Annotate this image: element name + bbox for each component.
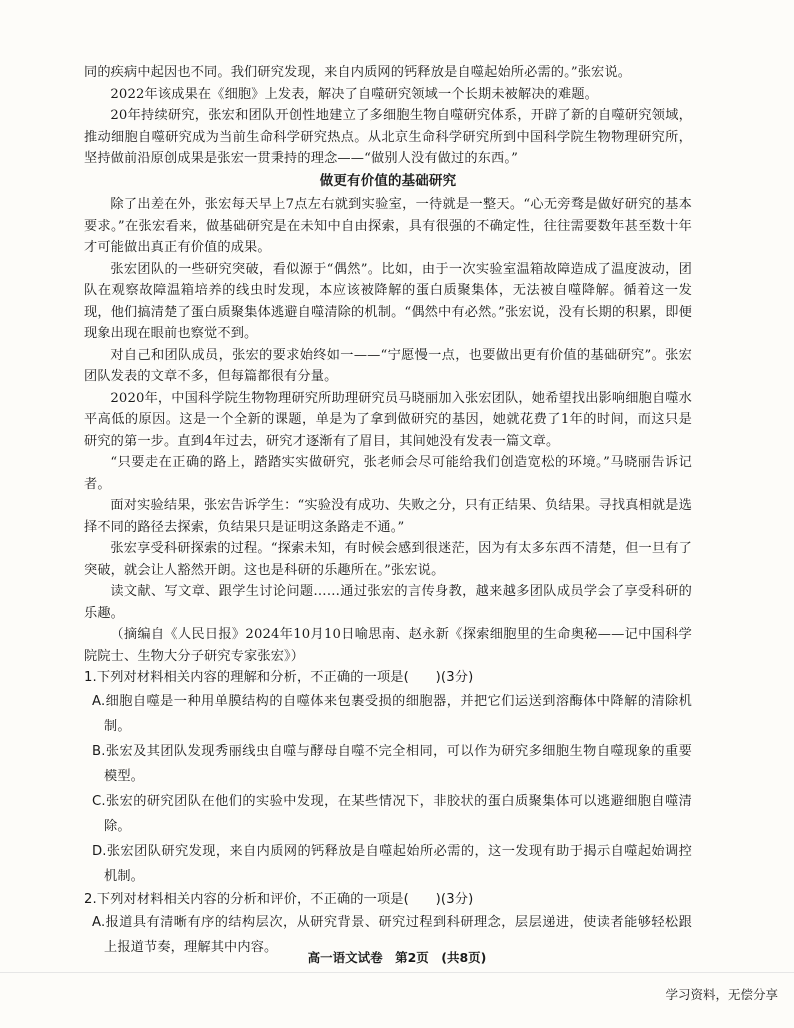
paragraph-10: 张宏享受科研探索的过程。“探索未知，有时候会感到很迷茫，因为有太多东西不清楚，但一旦有了突破，就会让人豁然开朗。这也是科研的乐趣所在。”张宏说。 [84,541,692,578]
page-footer: 高一语文试卷 第2页 (共8页) [307,950,487,965]
watermark-text: 学习资料，无偿分享 [665,987,778,1002]
paragraph-9: 面对实验结果，张宏告诉学生：“实验没有成功、失败之分，只有正结果、负结果。寻找真相就是选择不同的路径去探索，负结果只是证明这条路走不通。” [84,498,692,535]
footer-divider [0,972,794,973]
question-1-stem: 1.下列对材料相关内容的理解和分析，不正确的一项是( )(3分) [84,670,474,685]
paragraph-1: 同的疾病中起因也不同。我们研究发现，来自内质网的钙释放是自噬起始所必需的。”张宏说。 [84,65,632,80]
paragraph-8: “只要走在正确的路上，踏踏实实做研究，张老师会尽可能给我们创造宽松的环境。”马晓丽告诉记者。 [84,455,692,492]
question-2-option-a: A.报道具有清晰有序的结构层次，从研究背景、研究过程到科研理念，层层递进，使读者能够轻松跟上报道节奏，理解其中内容。 [92,915,692,955]
question-1-option-d: D.张宏团队研究发现，来自内质网的钙释放是自噬起始所必需的，这一发现有助于揭示自噬起始调控机制。 [92,843,692,884]
paragraph-7: 2020年，中国科学院生物物理研究所助理研究员马晓丽加入张宏团队，她希望找出影响细胞自噬水平高低的原因。这是一个全新的课题，单是为了拿到做研究的基因，她就花费了1年的时间，而这只是研究的第一步。直到4年过去，研究才逐渐有了眉目，其间她没有发表一篇文章。 [84,390,692,449]
paragraph-4: 除了出差在外，张宏每天早上7点左右就到实验室，一待就是一整天。“心无旁骛是做好研究的基本要求。”在张宏看来，做基础研究是在未知中自由探索，具有很强的不确定性，往往需要数年甚至数十年才可能做出真正有价值的成果。 [84,197,692,255]
paragraph-11: 读文献、写文章、跟学生讨论问题……通过张宏的言传身教，越来越多团队成员学会了享受科研的乐趣。 [84,584,692,621]
page-content [84,62,692,960]
question-2-stem: 2.下列对材料相关内容的分析和评价，不正确的一项是( )(3分) [84,891,474,907]
paragraph-6: 对自己和团队成员，张宏的要求始终如一——“宁愿慢一点，也要做出更有价值的基础研究”。张宏团队发表的文章不多，但每篇都很有分量。 [84,347,692,384]
question-1-option-a: A.细胞自噬是一种用单膜结构的自噬体来包裹受损的细胞器，并把它们运送到溶酶体中降解的清除机制。 [92,693,692,734]
paragraph-5: 张宏团队的一些研究突破，看似源于“偶然”。比如，由于一次实验室温箱故障造成了温度波动，团队在观察故障温箱培养的线虫时发现，本应该被降解的蛋白质聚集体，无法被自噬降解。循着这一发现，他们搞清楚了蛋白质聚集体逃避自噬清除的机制。“偶然中有必然。”张宏说，没有长期的积累，即便现象出现在眼前也察觉不到。 [84,261,692,341]
section-heading: 做更有价值的基础研究 [319,172,457,189]
paragraph-3: 20年持续研究，张宏和团队开创性地建立了多细胞生物自噬研究体系，开辟了新的自噬研究领域，推动细胞自噬研究成为当前生命科学研究热点。从北京生命科学研究所到中国科学院生物物理研究所，坚持做前沿原创成果是张宏一贯秉持的理念——“做别人没有做过的东西。” [84,108,692,166]
paragraph-2: 2022年该成果在《细胞》上发表，解决了自噬研究领域一个长期未被解决的难题。 [110,86,599,102]
question-1-option-b: B.张宏及其团队发现秀丽线虫自噬与酵母自噬不完全相同，可以作为研究多细胞生物自噬现象的重要模型。 [92,743,692,784]
article-source: （摘编自《人民日报》2024年10月10日喻思南、赵永新《探索细胞里的生命奥秘——记中国科学院院士、生物大分子研究专家张宏》） [84,627,692,664]
question-1-option-c: C.张宏的研究团队在他们的实验中发现，在某些情况下，非胶状的蛋白质聚集体可以逃避细胞自噬清除。 [92,793,692,834]
